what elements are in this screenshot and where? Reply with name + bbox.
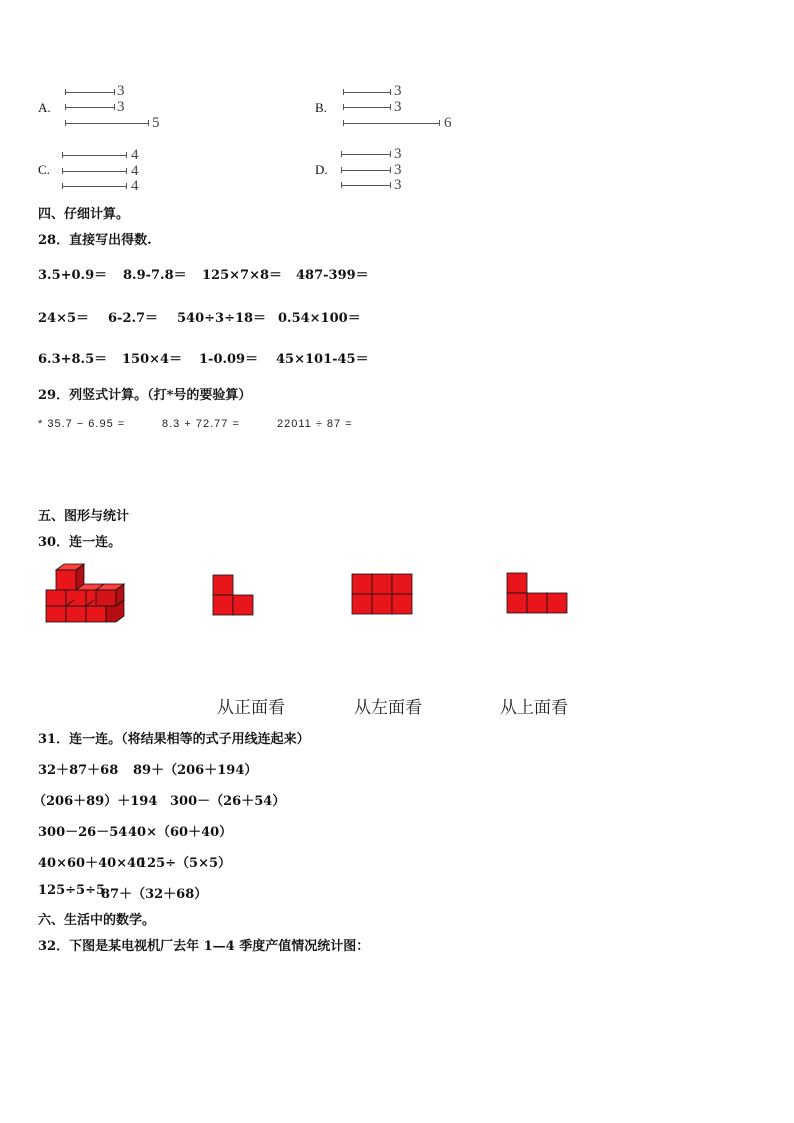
calc-item: 0.54×100＝ xyxy=(278,311,361,326)
segment-label: 4 xyxy=(131,178,139,194)
segment-label: 3 xyxy=(117,99,125,115)
vertical-calc-item: * 35.7 − 6.95 = xyxy=(38,418,126,430)
expr-right: 40×（60＋40） xyxy=(128,825,233,840)
calc-item: 24×5＝ xyxy=(38,311,90,326)
calc-item: 540÷3÷18＝ xyxy=(177,311,267,326)
segment-line xyxy=(341,185,391,186)
expr-right: 87＋（32＋68） xyxy=(101,887,208,902)
question-title: 30．连一连。 xyxy=(38,535,122,550)
calc-item: 150×4＝ xyxy=(122,352,183,367)
segment-line xyxy=(341,154,391,155)
vertical-calc-item: 8.3 + 72.77 = xyxy=(162,418,240,430)
expr-left: （206＋89）＋194 xyxy=(33,794,158,809)
vertical-calc-item: 22011 ÷ 87 = xyxy=(277,418,353,430)
segment-label: 3 xyxy=(394,177,402,193)
segment-line xyxy=(343,107,391,108)
calc-item: 1-0.09＝ xyxy=(199,352,259,367)
segment-line xyxy=(65,123,149,124)
segment-label: 5 xyxy=(152,115,160,131)
calc-item: 6-2.7＝ xyxy=(108,311,159,326)
question-title: 32．下图是某电视机厂去年 1—4 季度产值情况统计图： xyxy=(38,939,370,954)
segment-label: 3 xyxy=(394,99,402,115)
segment-label: 6 xyxy=(444,115,452,131)
option-letter: A. xyxy=(38,100,51,115)
section-heading: 五、图形与统计 xyxy=(38,509,130,524)
view-label-top: 从上面看 xyxy=(500,698,568,718)
segment-line xyxy=(65,92,115,93)
segment-line xyxy=(341,170,391,171)
expr-left: 300－26－54 xyxy=(38,825,128,840)
expr-right: 89＋（206＋194） xyxy=(133,763,258,778)
question-title: 31．连一连。（将结果相等的式子用线连起来） xyxy=(38,732,310,747)
view-label-left: 从左面看 xyxy=(354,698,422,718)
segment-line xyxy=(62,171,127,172)
segment-line xyxy=(65,107,115,108)
segment-label: 4 xyxy=(131,147,139,163)
segment-label: 3 xyxy=(394,83,402,99)
expr-left: 40×60＋40×40 xyxy=(38,856,146,871)
expr-left: 125÷5÷5 xyxy=(38,883,106,898)
view-figure-long-l xyxy=(506,572,570,616)
section-heading: 六、生活中的数学。 xyxy=(38,913,156,928)
cube-solid-figure xyxy=(40,560,130,626)
view-figure-l-shape xyxy=(212,574,256,618)
segment-label: 3 xyxy=(394,146,402,162)
segment-label: 4 xyxy=(131,163,139,179)
calc-item: 3.5+0.9＝ xyxy=(38,268,108,283)
calc-item: 487-399＝ xyxy=(296,268,369,283)
question-title: 29．列竖式计算。（打*号的要验算） xyxy=(38,388,252,403)
calc-item: 8.9-7.8＝ xyxy=(123,268,187,283)
view-figure-grid xyxy=(351,573,413,617)
option-letter: D. xyxy=(315,162,328,177)
segment-line xyxy=(343,92,391,93)
segment-label: 3 xyxy=(394,162,402,178)
segment-line xyxy=(62,155,127,156)
segment-line xyxy=(62,186,127,187)
calc-item: 45×101-45＝ xyxy=(276,352,369,367)
calc-item: 125×7×8＝ xyxy=(202,268,283,283)
section-heading: 四、仔细计算。 xyxy=(38,207,130,222)
expr-right: 125÷（5×5） xyxy=(138,856,232,871)
expr-right: 300－（26＋54） xyxy=(170,794,286,809)
segment-label: 3 xyxy=(117,83,125,99)
view-label-front: 从正面看 xyxy=(217,698,285,718)
segment-line xyxy=(343,123,440,124)
calc-item: 6.3+8.5＝ xyxy=(38,352,108,367)
question-title: 28．直接写出得数. xyxy=(38,233,152,248)
option-letter: C. xyxy=(38,162,50,177)
expr-left: 32＋87＋68 xyxy=(38,763,119,778)
option-letter: B. xyxy=(315,100,327,115)
